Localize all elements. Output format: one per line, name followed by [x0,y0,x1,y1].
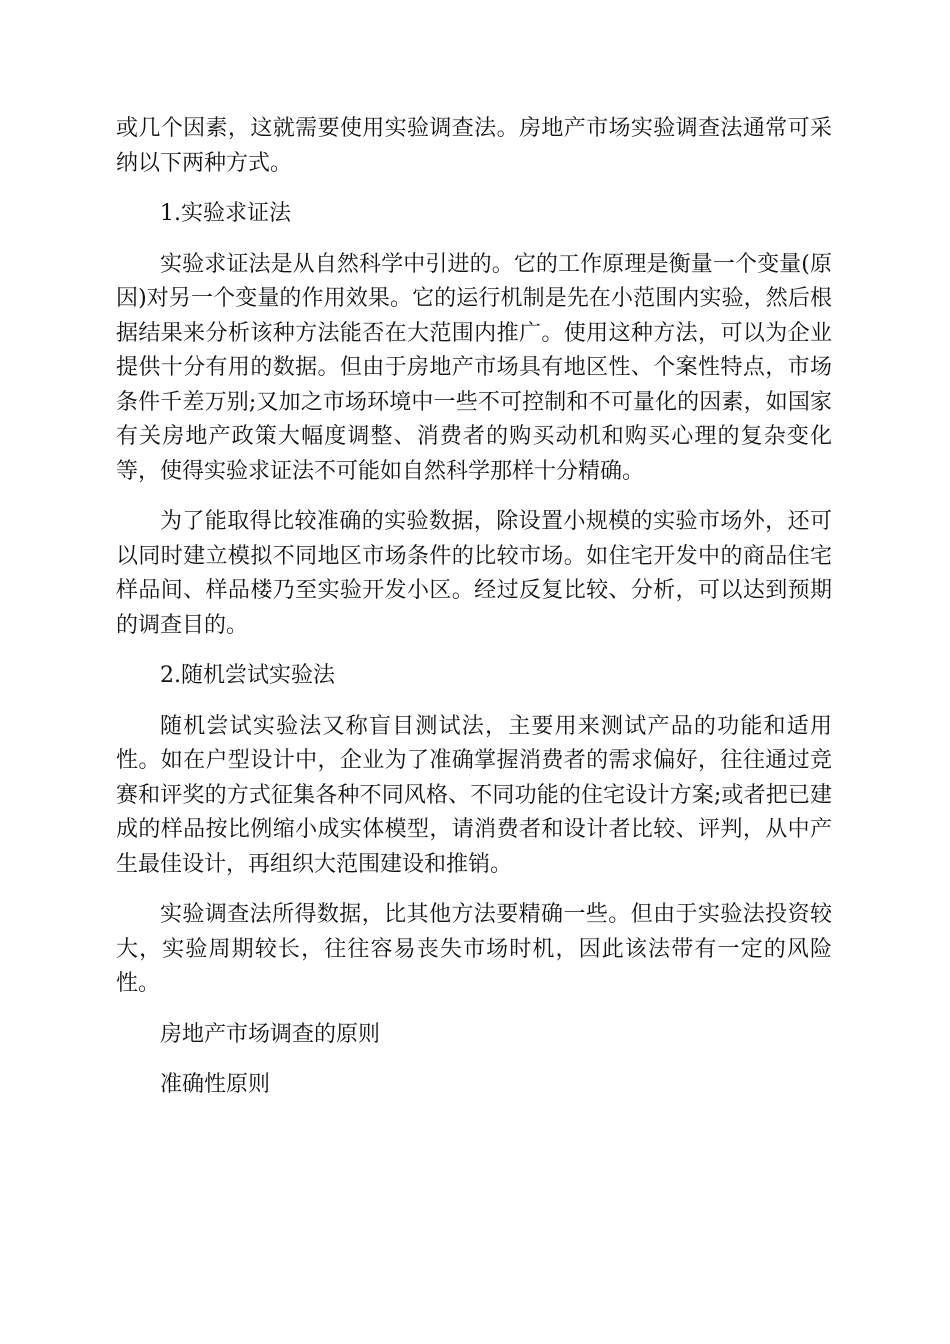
paragraph-body: 实验调查法所得数据，比其他方法要精确一些。但由于实验法投资较大，实验周期较长，往往容易丧失市场时机，因此该法带有一定的风险性。 [116,902,832,996]
section-heading-experimental-verification: 1.实验求证法 [160,201,291,226]
paragraph-body: 为了能取得比较准确的实验数据，除设置小规模的实验市场外，还可以同时建立模拟不同地区市场条件的比较市场。如住宅开发中的商品住宅样品间、样品楼乃至实验开发小区。经过反复比较、分析，可以达到预期的调查目的。 [116,509,832,638]
paragraph-body: 实验求证法是从自然科学中引进的。它的工作原理是衡量一个变量(原因)对另一个变量的作用效果。它的运行机制是先在小范围内实验，然后根据结果来分析该种方法能否在大范围内推广。使用这种方法，可以为企业提供十分有用的数据。但由于房地产市场具有地区性、个案性特点，市场条件千差万别;又加之市场环境中一些不可控制和不可量化的因素，如国家有关房地产政策大幅度调整、消费者的购买动机和购买心理的复杂变化等，使得实验求证法不可能如自然科学那样十分精确。 [116,251,832,484]
paragraph-continuation: 或几个因素，这就需要使用实验调查法。房地产市场实验调查法通常可采纳以下两种方式。 [116,116,832,176]
section-heading-random-trial: 2.随机尝试实验法 [160,663,335,688]
document-page [116,112,832,1119]
paragraph-body: 随机尝试实验法又称盲目测试法，主要用来测试产品的功能和适用性。如在户型设计中，企业为了准确掌握消费者的需求偏好，往往通过竞赛和评奖的方式征集各种不同风格、不同功能的住宅设计方案;或者把已建成的样品按比例缩小成实体模型，请消费者和设计者比较、评判，从中产生最佳设计，再组织大范围建设和推销。 [116,713,832,877]
section-heading-accuracy-principle: 准确性原则 [160,1072,271,1097]
section-heading-survey-principles: 房地产市场调查的原则 [160,1021,381,1047]
